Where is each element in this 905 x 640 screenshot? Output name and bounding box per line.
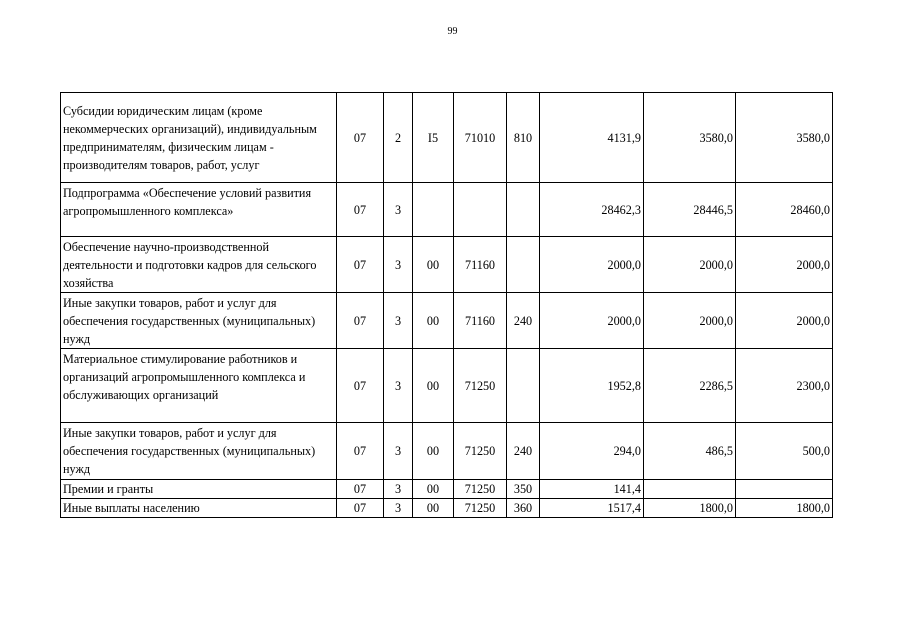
cell-value-2: 3580,0 <box>644 93 736 183</box>
row-name: Иные выплаты населению <box>61 499 337 518</box>
cell-subsection: 3 <box>384 480 413 499</box>
cell-target: 71010 <box>454 93 507 183</box>
cell-value-2 <box>644 480 736 499</box>
cell-target: 71250 <box>454 349 507 423</box>
cell-section: 07 <box>337 480 384 499</box>
row-name: Премии и гранты <box>61 480 337 499</box>
cell-section: 07 <box>337 183 384 237</box>
cell-target: 71250 <box>454 499 507 518</box>
cell-section: 07 <box>337 349 384 423</box>
cell-subsection: 3 <box>384 423 413 480</box>
cell-target: 71160 <box>454 293 507 349</box>
cell-program: 00 <box>413 237 454 293</box>
cell-value-3: 2000,0 <box>736 293 833 349</box>
cell-expense-type: 360 <box>507 499 540 518</box>
cell-value-3: 2300,0 <box>736 349 833 423</box>
table-row <box>61 293 833 349</box>
cell-subsection: 2 <box>384 93 413 183</box>
cell-value-2: 2000,0 <box>644 293 736 349</box>
cell-expense-type <box>507 349 540 423</box>
row-name: Иные закупки товаров, работ и услуг для обеспечения государственных (муниципальных) нужд <box>61 293 337 349</box>
table-row <box>61 423 833 480</box>
row-name: Подпрограмма «Обеспечение условий развития агропромышленного комплекса» <box>61 183 337 237</box>
cell-expense-type <box>507 183 540 237</box>
row-name: Иные закупки товаров, работ и услуг для обеспечения государственных (муниципальных) нужд <box>61 423 337 480</box>
cell-value-3: 3580,0 <box>736 93 833 183</box>
cell-value-1: 294,0 <box>540 423 644 480</box>
cell-target: 71160 <box>454 237 507 293</box>
row-name: Субсидии юридическим лицам (кроме некоммерческих организаций), индивидуальным предпринимателям, физическим лицам - производителям товаров, работ, услуг <box>61 93 337 183</box>
cell-section: 07 <box>337 499 384 518</box>
cell-program: I5 <box>413 93 454 183</box>
row-name: Материальное стимулирование работников и организаций агропромышленного комплекса и обслуживающих организаций <box>61 349 337 423</box>
cell-value-3: 2000,0 <box>736 237 833 293</box>
cell-value-1: 28462,3 <box>540 183 644 237</box>
table-row <box>61 480 833 499</box>
cell-value-1: 141,4 <box>540 480 644 499</box>
cell-section: 07 <box>337 293 384 349</box>
cell-subsection: 3 <box>384 183 413 237</box>
cell-expense-type: 810 <box>507 93 540 183</box>
table-row <box>61 349 833 423</box>
cell-program: 00 <box>413 293 454 349</box>
cell-program: 00 <box>413 499 454 518</box>
cell-target <box>454 183 507 237</box>
cell-value-1: 2000,0 <box>540 237 644 293</box>
cell-expense-type: 240 <box>507 423 540 480</box>
row-name: Обеспечение научно-производственной деятельности и подготовки кадров для сельского хозяйства <box>61 237 337 293</box>
cell-program: 00 <box>413 480 454 499</box>
cell-value-1: 2000,0 <box>540 293 644 349</box>
cell-program: 00 <box>413 423 454 480</box>
cell-subsection: 3 <box>384 499 413 518</box>
table-row <box>61 93 833 183</box>
cell-section: 07 <box>337 93 384 183</box>
cell-value-1: 1952,8 <box>540 349 644 423</box>
cell-target: 71250 <box>454 480 507 499</box>
page-number: 99 <box>447 26 458 37</box>
cell-value-2: 2000,0 <box>644 237 736 293</box>
cell-value-2: 1800,0 <box>644 499 736 518</box>
cell-value-2: 2286,5 <box>644 349 736 423</box>
cell-value-2: 28446,5 <box>644 183 736 237</box>
cell-section: 07 <box>337 237 384 293</box>
cell-subsection: 3 <box>384 237 413 293</box>
cell-value-3: 500,0 <box>736 423 833 480</box>
cell-value-3 <box>736 480 833 499</box>
cell-value-3: 28460,0 <box>736 183 833 237</box>
cell-subsection: 3 <box>384 349 413 423</box>
table-row <box>61 237 833 293</box>
cell-expense-type: 350 <box>507 480 540 499</box>
cell-value-2: 486,5 <box>644 423 736 480</box>
cell-value-1: 1517,4 <box>540 499 644 518</box>
cell-expense-type: 240 <box>507 293 540 349</box>
cell-program: 00 <box>413 349 454 423</box>
cell-program <box>413 183 454 237</box>
cell-value-1: 4131,9 <box>540 93 644 183</box>
cell-section: 07 <box>337 423 384 480</box>
cell-value-3: 1800,0 <box>736 499 833 518</box>
cell-target: 71250 <box>454 423 507 480</box>
cell-expense-type <box>507 237 540 293</box>
table-row <box>61 499 833 518</box>
cell-subsection: 3 <box>384 293 413 349</box>
table-row <box>61 183 833 237</box>
budget-table <box>60 92 833 518</box>
